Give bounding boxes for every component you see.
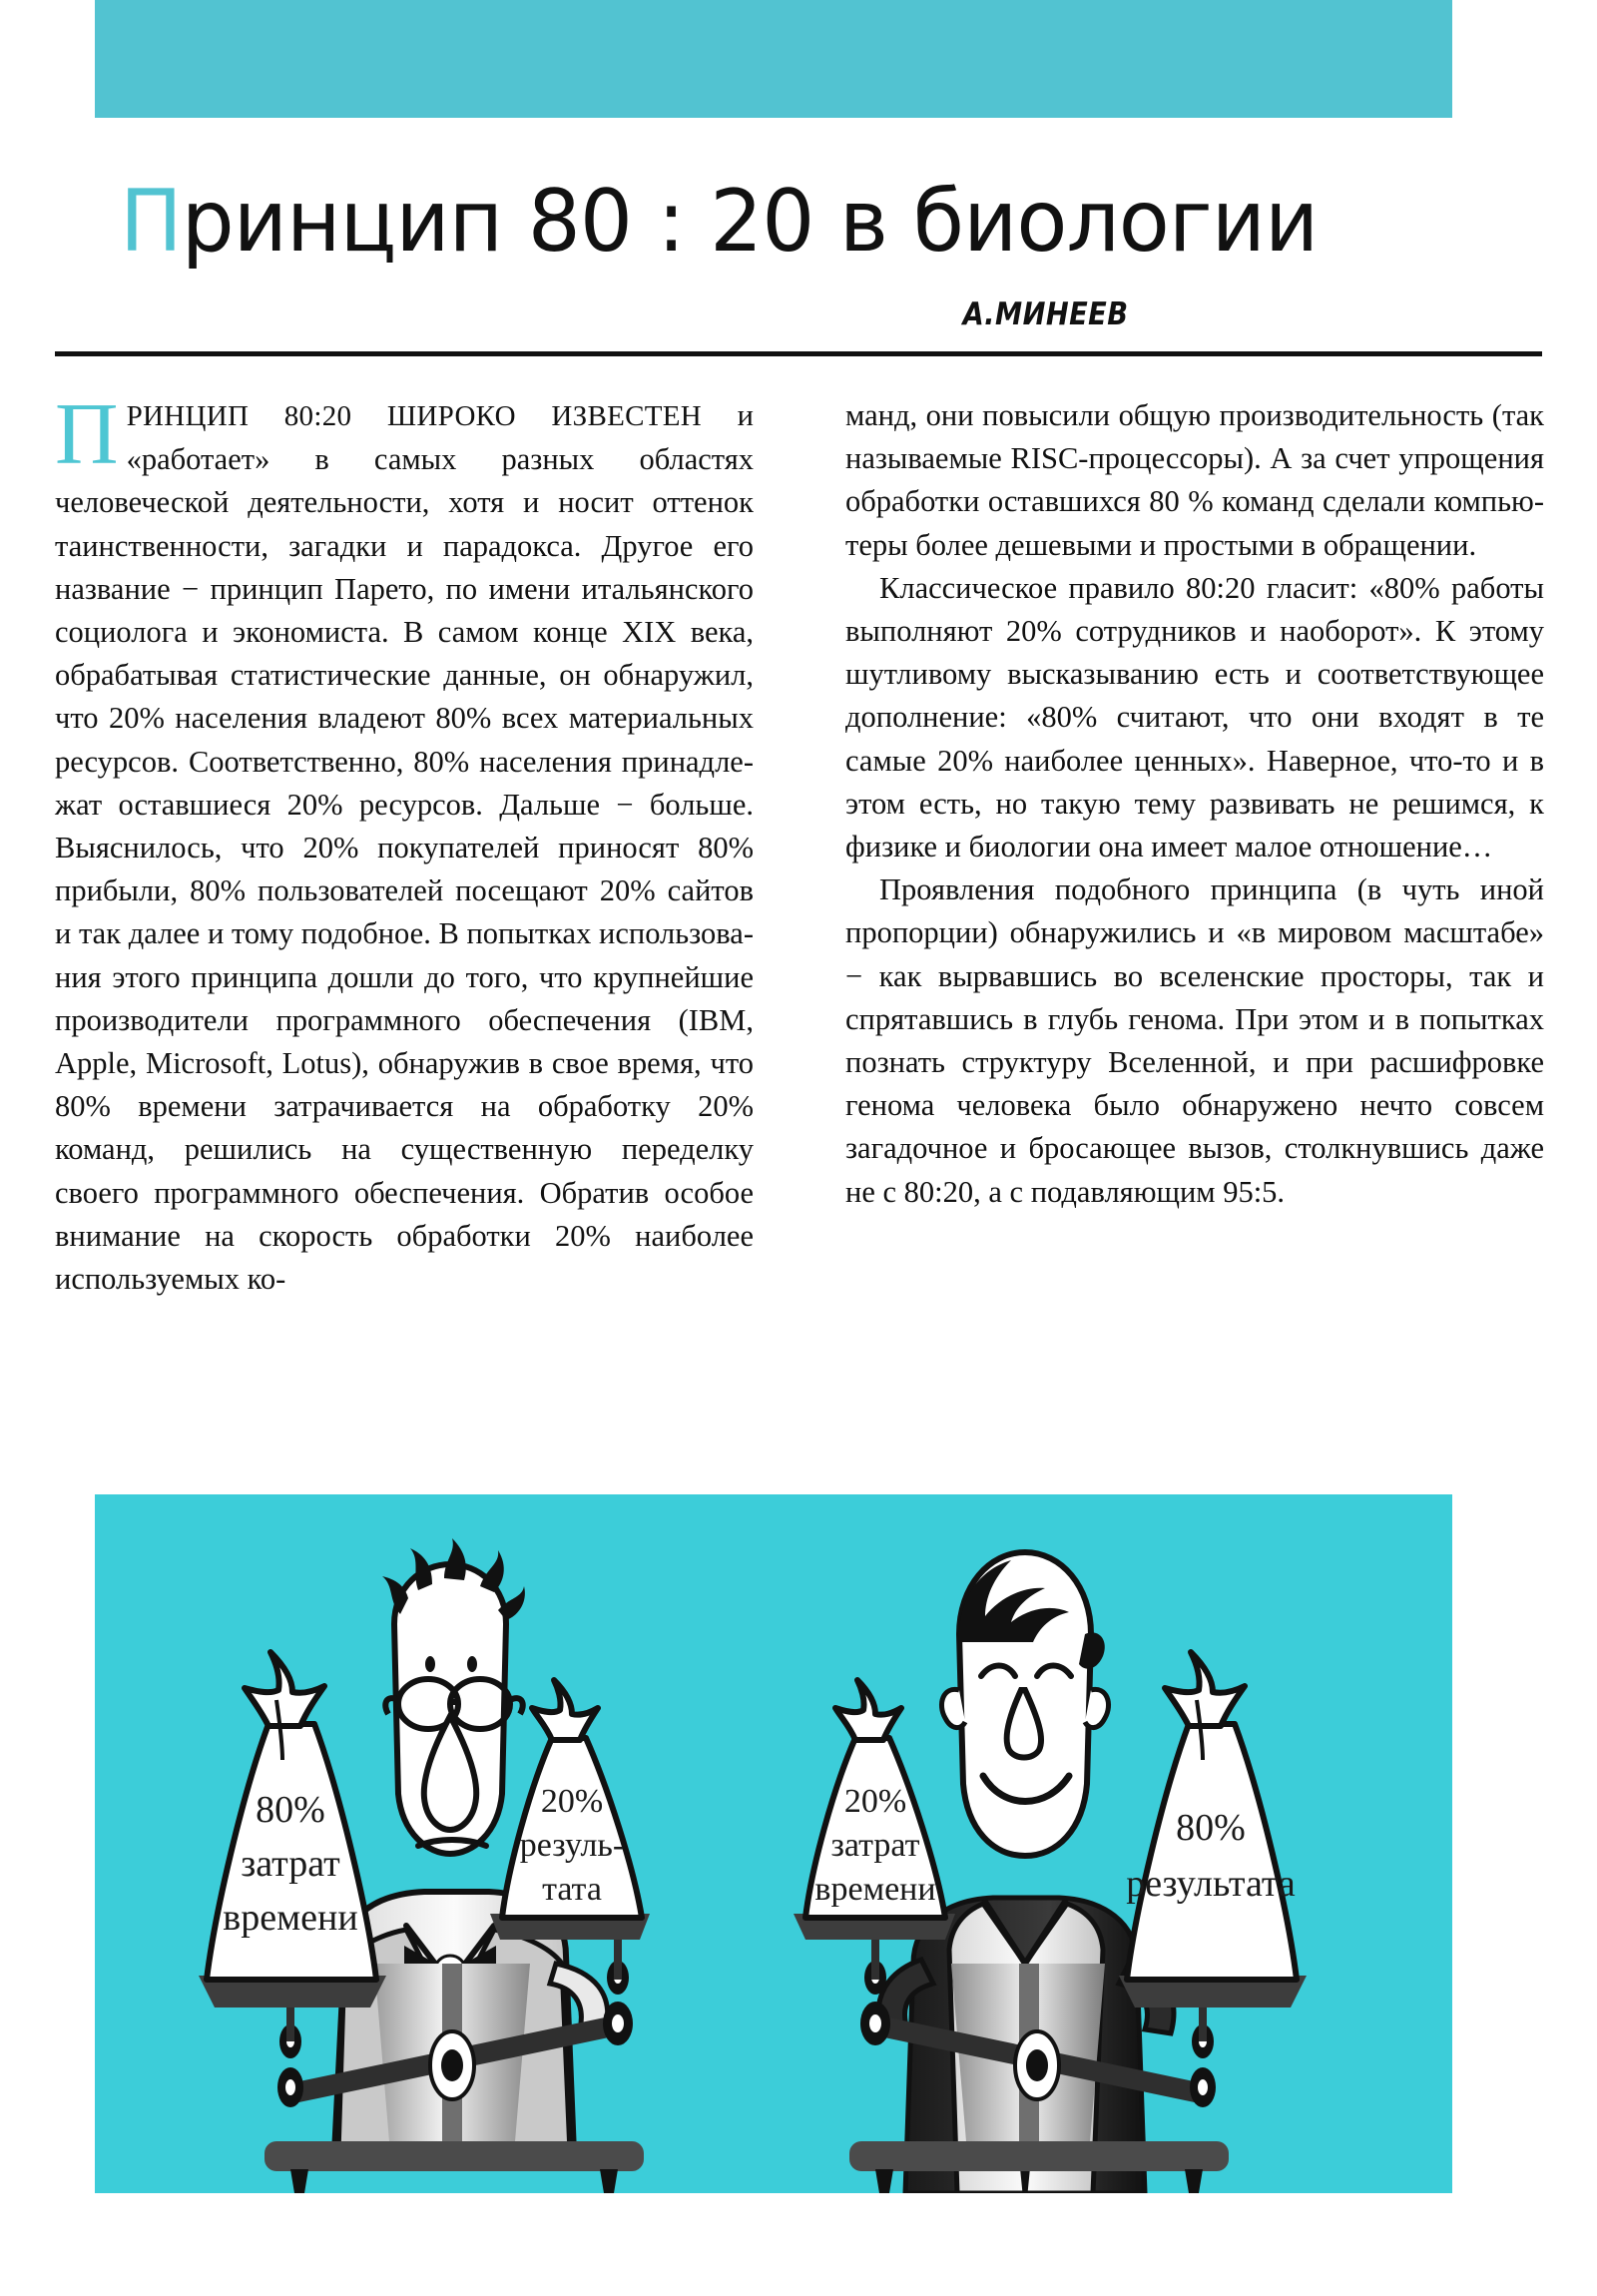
page-title-rest: ринцип 80 : 20 в биологии: [181, 171, 1319, 272]
bag-right-1-line1: затрат: [830, 1827, 920, 1864]
article-column-left: [55, 386, 754, 1301]
paragraph-left-1-text: и «работает» в самых разных областях человеческой деятельности, хотя и носит оттенок таинственности, загадки и парадокса. Другое его название − принцип Парето, по имени итальянского социолога и экономиста. В самом конце XIX века, обрабатывая статистические данные, он обнаружил, что 20% населения владеют 80% всех материальных ресурсов. Соответственно, 80% населения принадлежат оставшиеся 20% ресурсов. Дальше − больше. Выяснилось, что 20% покупателей приносят 80% прибыли, 80% пользователей посещают 20% сайтов и так далее и тому подобное. В попытках использования этого принципа дошли до того, что крупнейшие производители программного обеспечения (IBM, Apple, Microsoft, Lotus), обнаружив в свое время, что 80% времени затрачивается на обработку 20% команд, решились на существенную переделку своего программного обеспечения. Обратив особое внимание на скорость обработки 20% наиболее используемых ко-: [55, 398, 754, 1297]
bag-left-2-line1: резуль-: [519, 1827, 625, 1864]
page-title-dropcap: П: [120, 171, 182, 272]
bag-left-1-line2: времени: [223, 1897, 358, 1939]
header-divider-rule: [55, 351, 1542, 356]
scale-right-base: [849, 2141, 1229, 2171]
page-title: [120, 170, 1475, 280]
paragraph-left-1-smallcaps: РИНЦИП 80:20 ШИРОКО ИЗВЕСТЕН: [126, 400, 703, 432]
paragraph-right-2: Классическое правило 80:20 гласит: «80% работы выполняют 20% сотрудников и наоборот». К этому шутливому высказыванию есть и соответствующее дополнение: «80% считают, что они входят в те самые 20% наиболее ценных». Наверное, что-то и в этом есть, но такую тему развивать не решимся, к физике и биологии она имеет малое отношение…: [845, 570, 1544, 864]
bag-left-2-line2: тата: [542, 1871, 602, 1908]
bag-right-2-percent: 80%: [1176, 1807, 1246, 1849]
author-byline: А.МИНЕЕВ: [962, 296, 1128, 332]
body-dropcap: П: [55, 386, 119, 483]
bag-left-1-percent: 80%: [256, 1789, 325, 1831]
article-columns: [55, 386, 1544, 1301]
bag-right-2-line1: результата: [1126, 1863, 1296, 1905]
paragraph-right-1: манд, они повысили общую производительность (так называемые RISC-процессоры). А за счет упрощения обработки оставшихся 80 % команд сделали компьютеры более дешевыми и простыми в обращении.: [845, 398, 1544, 562]
header-accent-band: [95, 0, 1452, 118]
scale-left-base: [265, 2141, 644, 2171]
paragraph-right-3: Проявления подобного принципа (в чуть иной пропорции) обнаружились и «в мировом масштабе» − как вырвавшись во вселенские просторы, так и спрятавшись в глубь генома. При этом и в попытках познать структуру Вселенной, и при расшифровке генома человека было обнаружено нечто совсем загадочное и бросающее вызов, столкнувшись даже не с 80:20, а с подавляющим 95:5.: [845, 872, 1544, 1209]
paragraph-left-1: [55, 386, 754, 1301]
bag-left-1-line1: затрат: [241, 1843, 340, 1885]
article-column-right: [845, 394, 1544, 1301]
bag-right-1-line2: времени: [814, 1871, 936, 1908]
bag-left-2-percent: 20%: [540, 1783, 604, 1820]
figure-right-head: [941, 1552, 1108, 1856]
article-illustration: [95, 1494, 1452, 2193]
illustration-svg: [95, 1494, 1452, 2193]
bag-right-1-percent: 20%: [843, 1783, 907, 1820]
